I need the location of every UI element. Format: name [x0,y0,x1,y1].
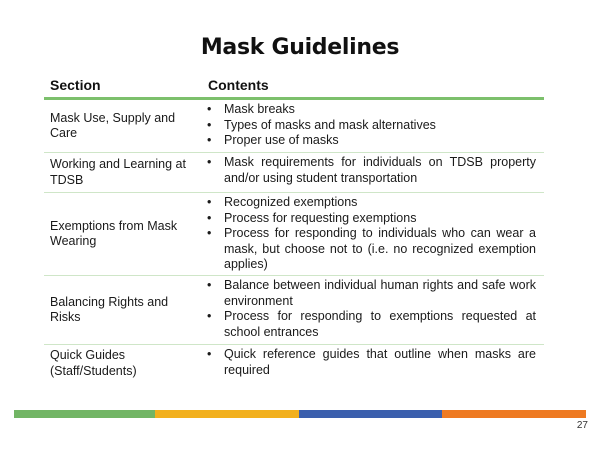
contents-list [204,195,544,273]
contents-list [204,278,544,340]
list-item: • Process for requesting exemptions [204,211,544,227]
section-cell: Exemptions from Mask Wearing [50,218,178,248]
contents-cell [204,345,544,382]
table-row [44,100,544,153]
footer-color-bar [14,410,586,418]
contents-list [204,347,544,378]
contents-cell [204,100,544,152]
footer-green-segment [14,410,155,418]
contents-list [204,155,544,186]
list-item: • Proper use of masks [204,133,544,149]
list-item: • Mask breaks [204,102,544,118]
list-item: • Quick reference guides that outline when masks are required [204,347,544,378]
list-item: • Balance between individual human rights and safe work environment [204,278,544,309]
footer-blue-segment [299,410,442,418]
contents-cell [204,193,544,275]
contents-list [204,102,544,149]
list-item: • Mask requirements for individuals on TDSB property and/or using student transportation [204,155,544,186]
header-contents: Contents [208,77,269,93]
header-section: Section [50,77,101,93]
contents-cell [204,276,544,344]
section-cell: Quick Guides (Staff/Students) [50,348,137,378]
table-row [44,193,544,276]
table-row [44,153,544,193]
guidelines-table [44,77,544,382]
list-item: • Recognized exemptions [204,195,544,211]
footer-orange-segment [442,410,586,418]
page-number: 27 [576,420,588,431]
list-item: • Types of masks and mask alternatives [204,118,544,134]
table-row [44,276,544,345]
section-cell: Balancing Rights and Risks [50,294,169,324]
section-cell: Mask Use, Supply and Care [50,110,176,140]
list-item: • Process for responding to exemptions requested at school entrances [204,309,544,340]
list-item: • Process for responding to individuals who can wear a mask, but choose not to (i.e. no recognized exemption applies) [204,226,544,273]
table-header-row [44,77,544,100]
slide-title: Mask Guidelines [200,35,400,60]
table-row [44,345,544,382]
contents-cell [204,153,544,192]
section-cell: Working and Learning at TDSB [50,157,186,187]
footer-yellow-segment [155,410,299,418]
